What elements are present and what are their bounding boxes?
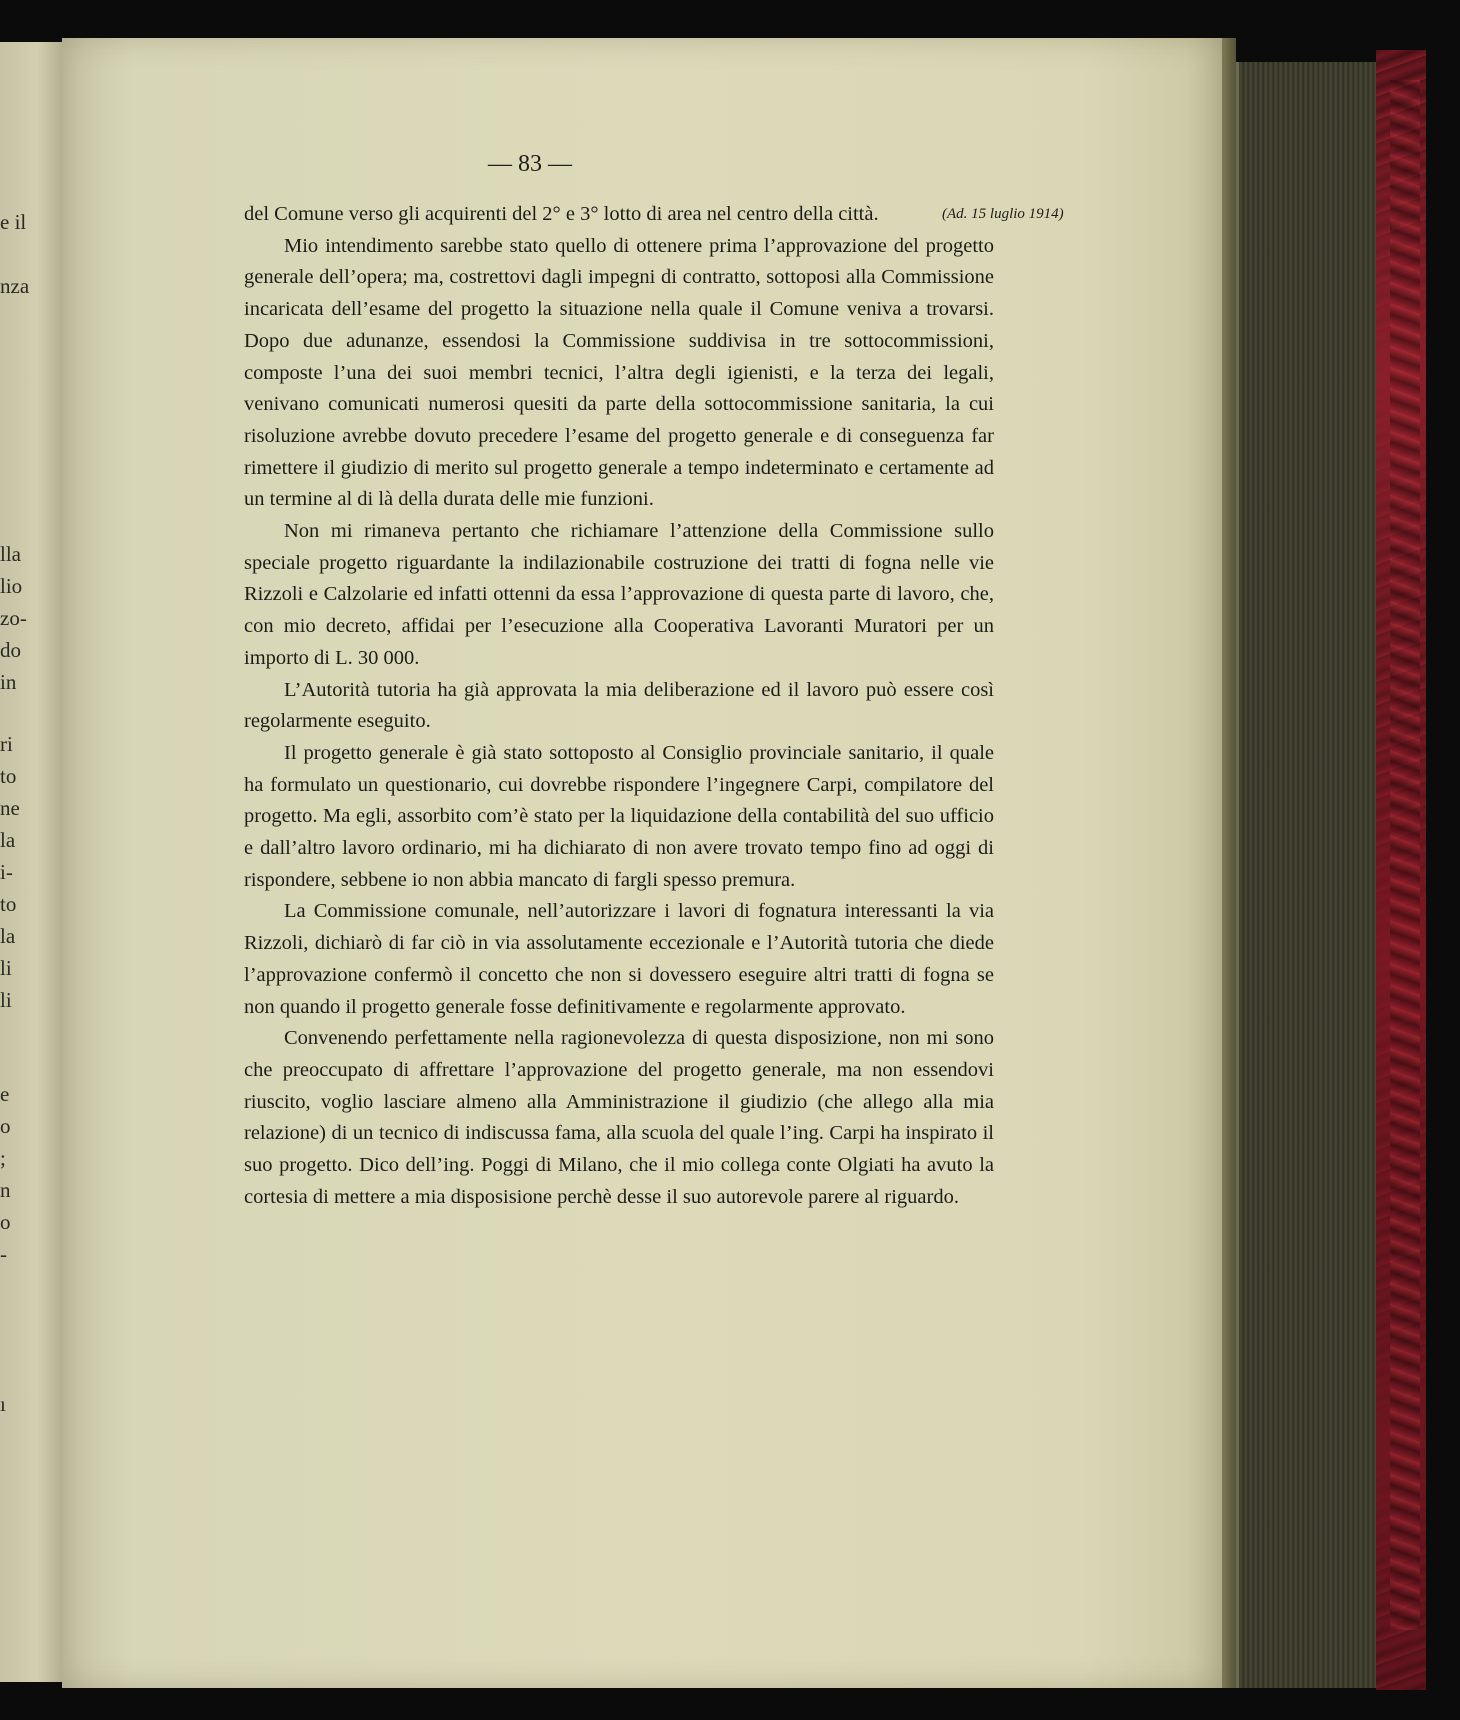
marbled-cover-pattern — [1390, 80, 1420, 1630]
left-page-fragment: to — [0, 764, 17, 788]
book-page — [62, 38, 1222, 1688]
page-gutter-edge — [1222, 38, 1236, 1688]
left-page-fragment: o — [0, 1114, 11, 1138]
left-page-fragment: lio — [0, 574, 23, 598]
left-page-fragment: zo- — [0, 606, 27, 630]
left-page-fragment: o — [0, 1210, 11, 1234]
left-page-fragment: ri — [0, 732, 13, 756]
page-number: — 83 — — [488, 151, 572, 177]
paragraph: Il progetto generale è già stato sottoposto al Consiglio provinciale sanitario, il quale ha formulato un questionario, cui dovrebbe rispondere l’ingegnere Carpi, compilatore del progetto. Ma egli, assorbito com’è stato per la liquidazione della contabilità del suo ufficio e dall’altro lavoro ordinario, mi ha dichiarato di non avere trovato tempo fino ad oggi di rispondere, sebbene io non abbia mancato di fargli spesso premura. — [244, 741, 994, 891]
left-page-fragment: i- — [0, 860, 13, 884]
left-page-fragment: do — [0, 638, 21, 662]
previous-page-edge — [0, 42, 64, 1682]
left-page-fragment: li — [0, 956, 12, 980]
left-page-fragment: nza — [0, 274, 30, 298]
left-page-fragment: la — [0, 828, 16, 852]
left-page-fragment: in — [0, 670, 17, 694]
paragraph: Convenendo perfettamente nella ragionevolezza di questa disposizione, non mi sono che preoccupato di affrettare l’approvazione del progetto generale, ma non essendovi riuscito, voglio lasciare almeno alla Amministrazione il giudizio (che allego alla mia relazione) di un tecnico di indiscussa fama, alla scuola del quale l’ing. Carpi ha inspirato il suo progetto. Dico dell’ing. Poggi di Milano, che il mio collega conte Olgiati ha avuto la cortesia di mettere a mia disposisione perchè desse il suo autorevole parere al riguardo. — [244, 1027, 994, 1208]
left-page-fragment: e — [0, 1082, 10, 1106]
paragraph: del Comune verso gli acquirenti del 2° e 3° lotto di area nel centro della città. — [244, 203, 879, 225]
left-page-fragment: - — [0, 1242, 7, 1266]
paragraph: Non mi rimaneva pertanto che richiamare l’attenzione della Commissione sullo speciale progetto riguardante la indilazionabile costruzione dei tratti di fogna nelle vie Rizzoli e Calzolarie ed infatti ottenni da essa l’approvazione di questa parte di lavoro, che, con mio decreto, affidai per l’esecuzione alla Cooperativa Lavoranti Muratori per un importo di L. 30 000. — [244, 520, 994, 669]
page-body-text — [244, 199, 994, 1214]
left-page-fragment: la — [0, 924, 16, 948]
paragraph: Mio intendimento sarebbe stato quello di ottenere prima l’approvazione del progetto generale dell’opera; ma, costrettovi dagli impegni di contratto, sottoposi alla Commissione incaricata dell’esame del progetto la situazione nella quale il Comune veniva a trovarsi. Dopo due adunanze, essendosi la Commissione suddivisa in tre sottocommissioni, composte l’una dei suoi membri tecnici, l’altra degli igienisti, e la terza dei legali, venivano comunicati numerosi quesiti da parte della sottocommissione sanitaria, la cui risoluzione avrebbe dovuto precedere l’esame del progetto generale e di conseguenza far rimettere il giudizio di merito sul progetto generale a tempo indeterminato e certamente ad un termine al di là della durata delle mie funzioni. — [244, 234, 994, 511]
paragraph: L’Autorità tutoria ha già approvata la mia deliberazione ed il lavoro può essere così regolarmente eseguito. — [244, 678, 994, 733]
left-page-fragment: li — [0, 988, 12, 1012]
left-page-fragment: e il — [0, 210, 27, 234]
left-page-fragment: lla — [0, 542, 21, 566]
left-page-fragment: ; — [0, 1146, 6, 1170]
left-page-fragment: to — [0, 892, 17, 916]
paragraph: La Commissione comunale, nell’autorizzare i lavori di fognatura interessanti la via Rizzoli, dichiarò di far ciò in via assolutamente eccezionale e l’Autorità tutoria che diede l’approvazione confermò il concetto che non si dovessero eseguire altri tratti di fogna se non quando il progetto generale fosse definitivamente e regolarmente approvato. — [244, 900, 994, 1018]
page-block-edge — [1236, 62, 1379, 1688]
left-page-fragment: ı — [0, 1392, 6, 1416]
margin-note-date: (Ad. 15 luglio 1914) — [942, 206, 1064, 222]
left-page-fragment: n — [0, 1178, 11, 1202]
left-page-fragment: ne — [0, 796, 20, 820]
